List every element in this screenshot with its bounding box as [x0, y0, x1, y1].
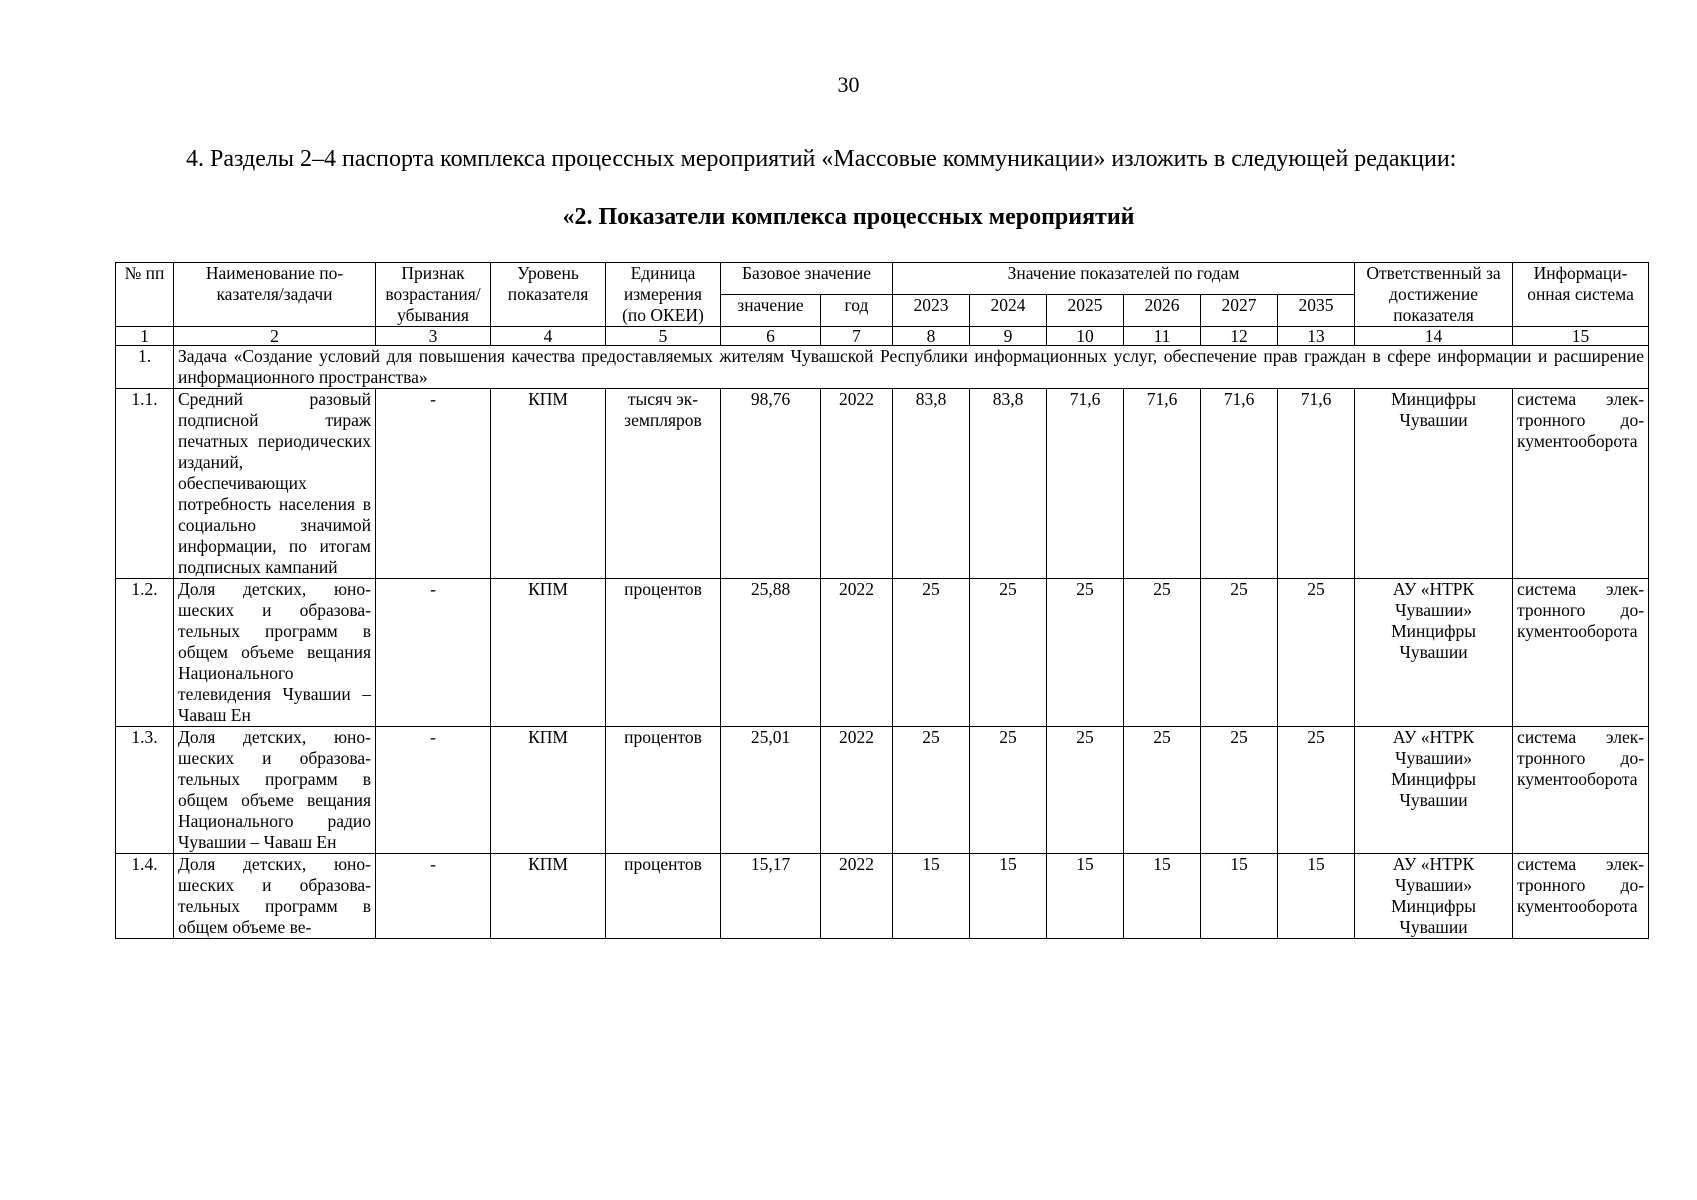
row-num: 1.4. — [116, 854, 174, 939]
row-base-value: 25,01 — [721, 727, 821, 854]
row-system: система электронного документооборота — [1513, 854, 1649, 939]
task-text: Задача «Создание условий для повышения качества предоставляемых жителям Чувашской Республики информационных услуг, обеспечение прав граждан в сфере информации и расширение информационного пространства» — [174, 346, 1649, 389]
row-base-year: 2022 — [821, 727, 893, 854]
task-num: 1. — [116, 346, 174, 389]
column-number: 8 — [893, 327, 970, 346]
row-unit: процентов — [606, 579, 721, 727]
row-value: 25 — [1278, 579, 1355, 727]
table-row — [116, 579, 1649, 727]
header-year: 2027 — [1201, 295, 1278, 327]
column-number: 13 — [1278, 327, 1355, 346]
row-num: 1.1. — [116, 389, 174, 579]
row-level: КПМ — [491, 854, 606, 939]
row-value: 15 — [1278, 854, 1355, 939]
header-system: Информационная система — [1513, 263, 1649, 327]
header-year: 2025 — [1047, 295, 1124, 327]
row-value: 25 — [1124, 727, 1201, 854]
row-value: 25 — [1201, 727, 1278, 854]
row-responsible: Минцифры Чувашии — [1355, 389, 1513, 579]
column-number: 9 — [970, 327, 1047, 346]
row-unit: процентов — [606, 854, 721, 939]
column-numbers-row — [116, 327, 1649, 346]
row-value: 25 — [1047, 727, 1124, 854]
row-value: 25 — [1278, 727, 1355, 854]
row-value: 15 — [893, 854, 970, 939]
column-number: 1 — [116, 327, 174, 346]
row-base-value: 15,17 — [721, 854, 821, 939]
section-title: «2. Показатели комплекса процессных мероприятий — [562, 204, 1135, 230]
table-row — [116, 854, 1649, 939]
table-row — [116, 389, 1649, 579]
row-sign: - — [376, 727, 491, 854]
column-number: 2 — [174, 327, 376, 346]
column-number: 6 — [721, 327, 821, 346]
row-num: 1.3. — [116, 727, 174, 854]
row-base-value: 25,88 — [721, 579, 821, 727]
header-year: 2023 — [893, 295, 970, 327]
header-base-value: значение — [721, 295, 821, 327]
row-unit: процентов — [606, 727, 721, 854]
table-row — [116, 727, 1649, 854]
row-responsible: АУ «НТРК Чувашии» Минцифры Чувашии — [1355, 854, 1513, 939]
column-number: 7 — [821, 327, 893, 346]
row-system: система электронного документооборота — [1513, 727, 1649, 854]
column-number: 11 — [1124, 327, 1201, 346]
column-number: 15 — [1513, 327, 1649, 346]
row-level: КПМ — [491, 579, 606, 727]
row-value: 83,8 — [893, 389, 970, 579]
row-responsible: АУ «НТРК Чувашии» Минцифры Чувашии — [1355, 579, 1513, 727]
row-value: 15 — [1201, 854, 1278, 939]
row-value: 71,6 — [1047, 389, 1124, 579]
row-value: 25 — [893, 727, 970, 854]
column-number: 5 — [606, 327, 721, 346]
header-year: 2024 — [970, 295, 1047, 327]
row-name: Доля детских, юношеских и образовательных программ в общем объеме ве- — [174, 854, 376, 939]
column-number: 4 — [491, 327, 606, 346]
row-sign: - — [376, 389, 491, 579]
row-level: КПМ — [491, 727, 606, 854]
row-base-year: 2022 — [821, 854, 893, 939]
row-system: система электронного документооборота — [1513, 579, 1649, 727]
column-number: 14 — [1355, 327, 1513, 346]
row-unit: тысяч экземпляров — [606, 389, 721, 579]
row-value: 15 — [1124, 854, 1201, 939]
header-sign: Признак возрастания/убывания — [376, 263, 491, 327]
column-number: 12 — [1201, 327, 1278, 346]
header-responsible: Ответственный за достижение показателя — [1355, 263, 1513, 327]
header-num: № пп — [116, 263, 174, 327]
column-number: 3 — [376, 327, 491, 346]
page-number: 30 — [837, 72, 860, 97]
row-value: 83,8 — [970, 389, 1047, 579]
row-value: 25 — [1201, 579, 1278, 727]
header-level: Уровень показателя — [491, 263, 606, 327]
row-value: 25 — [893, 579, 970, 727]
row-value: 25 — [970, 579, 1047, 727]
row-value: 15 — [970, 854, 1047, 939]
header-unit: Единица измерения (по ОКЕИ) — [606, 263, 721, 327]
column-number: 10 — [1047, 327, 1124, 346]
row-num: 1.2. — [116, 579, 174, 727]
header-row-1 — [116, 263, 1649, 295]
row-base-year: 2022 — [821, 579, 893, 727]
row-system: система электронного документооборота — [1513, 389, 1649, 579]
row-responsible: АУ «НТРК Чувашии» Минцифры Чувашии — [1355, 727, 1513, 854]
header-year: 2035 — [1278, 295, 1355, 327]
header-year: 2026 — [1124, 295, 1201, 327]
row-value: 25 — [1047, 579, 1124, 727]
task-row — [116, 346, 1649, 389]
row-name: Доля детских, юношеских и образовательных программ в общем объеме вещания Национального радио Чувашии – Чаваш Ен — [174, 727, 376, 854]
row-value: 71,6 — [1278, 389, 1355, 579]
row-name: Доля детских, юношеских и образовательных программ в общем объеме вещания Национального телевидения Чувашии – Чаваш Ен — [174, 579, 376, 727]
row-name: Средний разовый подписной тираж печатных периодических изданий, обеспечивающих потребность населения в социально значимой информации, по итогам подписных кампаний — [174, 389, 376, 579]
row-value: 25 — [970, 727, 1047, 854]
header-base: Базовое значение — [721, 263, 893, 295]
row-value: 71,6 — [1201, 389, 1278, 579]
row-base-value: 98,76 — [721, 389, 821, 579]
indicators-table — [115, 262, 1649, 939]
header-base-year: год — [821, 295, 893, 327]
row-value: 15 — [1047, 854, 1124, 939]
row-sign: - — [376, 579, 491, 727]
header-name: Наименование показателя/задачи — [174, 263, 376, 327]
row-value: 25 — [1124, 579, 1201, 727]
row-level: КПМ — [491, 389, 606, 579]
intro-paragraph: 4. Разделы 2–4 паспорта комплекса процессных мероприятий «Массовые коммуникации» изложить в следующей редакции: — [186, 146, 1457, 172]
row-sign: - — [376, 854, 491, 939]
row-base-year: 2022 — [821, 389, 893, 579]
header-years-group: Значение показателей по годам — [893, 263, 1355, 295]
row-value: 71,6 — [1124, 389, 1201, 579]
